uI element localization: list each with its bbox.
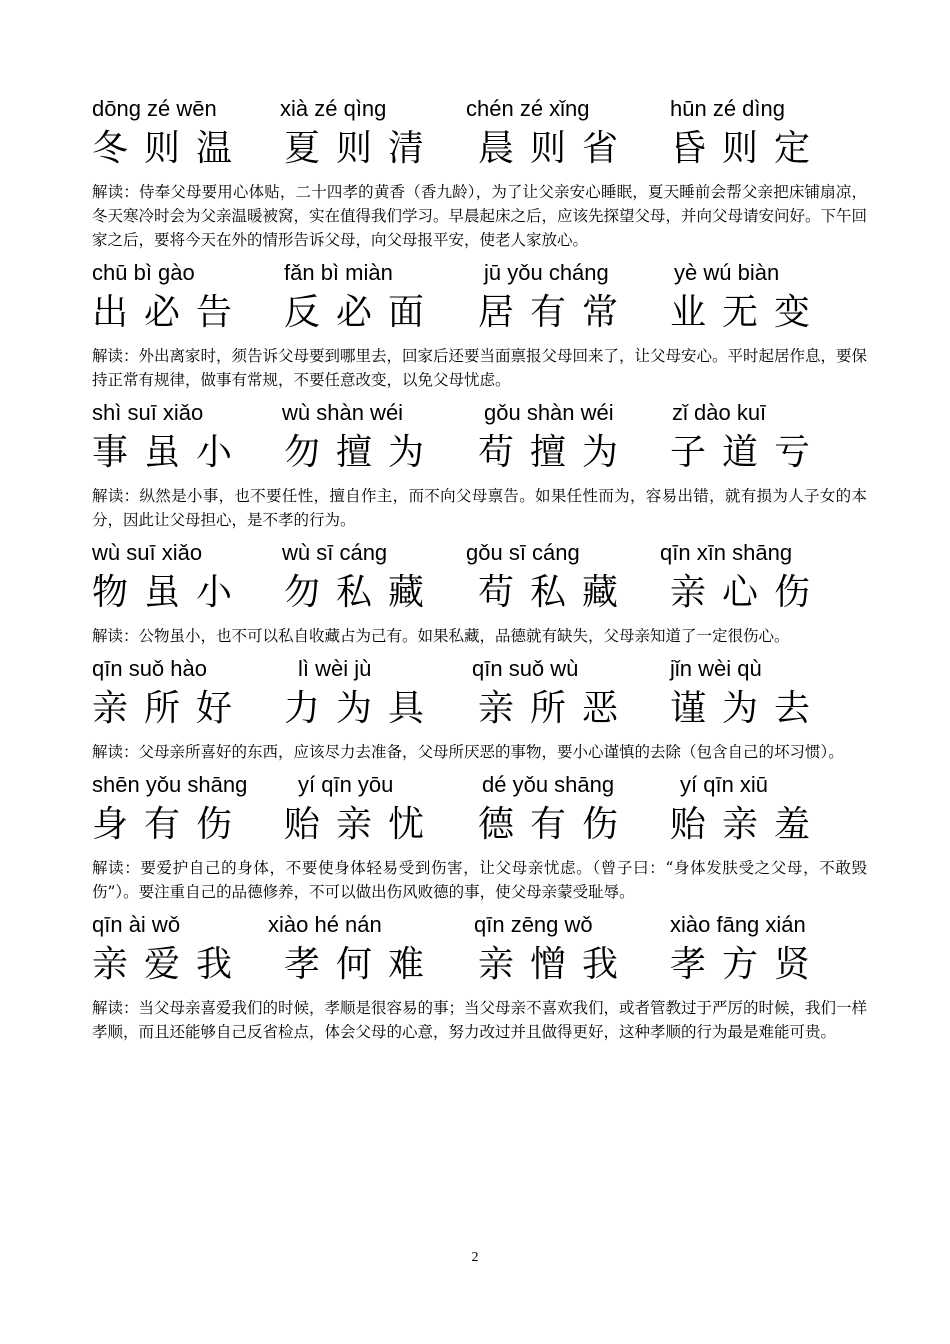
- pinyin-row: [92, 770, 872, 804]
- page-number: 2: [471, 1250, 479, 1265]
- pinyin-phrase: zǐ dào kuī: [672, 400, 767, 425]
- pinyin-row: [92, 910, 872, 944]
- pinyin-phrase: yí qīn yōu: [298, 772, 394, 797]
- document-body: [92, 94, 872, 1050]
- verse-1: [92, 94, 872, 252]
- pinyin-phrase: qīn suǒ hào: [92, 656, 207, 681]
- pinyin-row: [92, 258, 872, 292]
- hanzi-phrase: 苟私藏: [478, 572, 635, 613]
- hanzi-phrase: 昏则定: [670, 128, 827, 169]
- explanation-text: 解读：侍奉父母要用心体贴，二十四孝的黄香（香九龄），为了让父亲安心睡眠，夏天睡前会帮父亲把床铺扇凉，冬天寒冷时会为父亲温暖被窝，实在值得我们学习。早晨起床之后，应该先探望父母，并向父母请安问好。下午回家之后，要将今天在外的情形告诉父母，向父母报平安，使老人家放心。: [92, 183, 868, 249]
- hanzi-phrase: 贻亲羞: [670, 804, 827, 845]
- pinyin-row: [92, 654, 872, 688]
- hanzi-phrase: 身有伤: [92, 804, 249, 845]
- pinyin-phrase: qīn xīn shāng: [660, 540, 793, 565]
- hanzi-phrase: 力为具: [284, 688, 441, 729]
- pinyin-phrase: wù sī cáng: [282, 540, 388, 565]
- pinyin-phrase: dé yǒu shāng: [482, 772, 615, 797]
- hanzi-phrase: 德有伤: [478, 804, 635, 845]
- pinyin-phrase: hūn zé dìng: [670, 96, 785, 121]
- explanation-text: 解读：父母亲所喜好的东西，应该尽力去准备，父母所厌恶的事物，要小心谨慎的去除（包含自己的坏习惯）。: [92, 743, 844, 761]
- hanzi-phrase: 晨则省: [478, 128, 635, 169]
- hanzi-phrase: 亲憎我: [478, 944, 635, 985]
- hanzi-phrase: 夏则清: [284, 128, 441, 169]
- hanzi-phrase: 孝方贤: [670, 944, 827, 985]
- pinyin-phrase: shì suī xiǎo: [92, 400, 204, 425]
- pinyin-phrase: gǒu sī cáng: [466, 540, 580, 565]
- pinyin-phrase: qīn suǒ wù: [472, 656, 579, 681]
- verse-6: [92, 770, 872, 904]
- pinyin-phrase: fǎn bì miàn: [284, 260, 393, 285]
- hanzi-phrase: 冬则温: [92, 128, 249, 169]
- pinyin-phrase: xià zé qìng: [280, 96, 387, 121]
- hanzi-phrase: 贻亲忧: [284, 804, 441, 845]
- hanzi-phrase: 亲爱我: [92, 944, 249, 985]
- hanzi-row: [92, 572, 872, 618]
- hanzi-phrase: 勿私藏: [284, 572, 441, 613]
- pinyin-phrase: gǒu shàn wéi: [484, 400, 614, 425]
- pinyin-row: [92, 398, 872, 432]
- hanzi-phrase: 谨为去: [670, 688, 827, 729]
- hanzi-row: [92, 292, 872, 338]
- hanzi-phrase: 亲心伤: [670, 572, 827, 613]
- pinyin-phrase: dōng zé wēn: [92, 96, 217, 121]
- hanzi-phrase: 亲所恶: [478, 688, 635, 729]
- hanzi-row: [92, 944, 872, 990]
- pinyin-phrase: qīn ài wǒ: [92, 912, 181, 937]
- hanzi-phrase: 居有常: [478, 292, 635, 333]
- hanzi-phrase: 子道亏: [670, 432, 827, 473]
- hanzi-row: [92, 432, 872, 478]
- hanzi-phrase: 物虽小: [92, 572, 249, 613]
- hanzi-phrase: 勿擅为: [284, 432, 441, 473]
- pinyin-phrase: chén zé xǐng: [466, 96, 590, 121]
- explanation-text: 解读：当父母亲喜爱我们的时候，孝顺是很容易的事；当父母亲不喜欢我们，或者管教过于严厉的时候，我们一样孝顺，而且还能够自己反省检点，体会父母的心意，努力改过并且做得更好，这种孝顺的行为最是难能可贵。: [92, 999, 868, 1041]
- pinyin-phrase: yè wú biàn: [674, 260, 780, 285]
- explanation-text: 解读：要爱护自己的身体，不要使身体轻易受到伤害，让父母亲忧虑。（曾子曰：“身体发肤受之父母，不敢毁伤”）。要注重自己的品德修养，不可以做出伤风败德的事，使父母亲蒙受耻辱。: [92, 859, 867, 901]
- explanation-text: 解读：公物虽小，也不可以私自收藏占为己有。如果私藏，品德就有缺失，父母亲知道了一定很伤心。: [92, 627, 790, 645]
- hanzi-phrase: 业无变: [670, 292, 827, 333]
- verse-5: [92, 654, 872, 764]
- hanzi-row: [92, 804, 872, 850]
- pinyin-phrase: jū yǒu cháng: [484, 260, 609, 285]
- hanzi-phrase: 反必面: [284, 292, 441, 333]
- verse-4: [92, 538, 872, 648]
- hanzi-phrase: 苟擅为: [478, 432, 635, 473]
- pinyin-phrase: wù shàn wéi: [282, 400, 404, 425]
- hanzi-phrase: 孝何难: [284, 944, 441, 985]
- verse-2: [92, 258, 872, 392]
- pinyin-phrase: xiào fāng xián: [670, 912, 806, 937]
- pinyin-phrase: xiào hé nán: [268, 912, 382, 937]
- hanzi-phrase: 事虽小: [92, 432, 249, 473]
- pinyin-phrase: wù suī xiǎo: [92, 540, 203, 565]
- pinyin-phrase: yí qīn xiū: [680, 772, 769, 797]
- hanzi-row: [92, 688, 872, 734]
- pinyin-phrase: shēn yǒu shāng: [92, 772, 248, 797]
- explanation-text: 解读：外出离家时，须告诉父母要到哪里去，回家后还要当面禀报父母回来了，让父母安心。平时起居作息，要保持正常有规律，做事有常规，不要任意改变，以免父母忧虑。: [92, 347, 868, 389]
- pinyin-phrase: qīn zēng wǒ: [474, 912, 593, 937]
- verse-7: [92, 910, 872, 1044]
- pinyin-phrase: jǐn wèi qù: [670, 656, 762, 681]
- pinyin-phrase: chū bì gào: [92, 260, 195, 285]
- explanation-text: 解读：纵然是小事，也不要任性，擅自作主，而不向父母禀告。如果任性而为，容易出错，就有损为人子女的本分，因此让父母担心，是不孝的行为。: [92, 487, 867, 529]
- hanzi-phrase: 亲所好: [92, 688, 249, 729]
- hanzi-phrase: 出必告: [92, 292, 249, 333]
- hanzi-row: [92, 128, 872, 174]
- pinyin-row: [92, 94, 872, 128]
- pinyin-phrase: lì wèi jù: [298, 656, 372, 681]
- pinyin-row: [92, 538, 872, 572]
- verse-3: [92, 398, 872, 532]
